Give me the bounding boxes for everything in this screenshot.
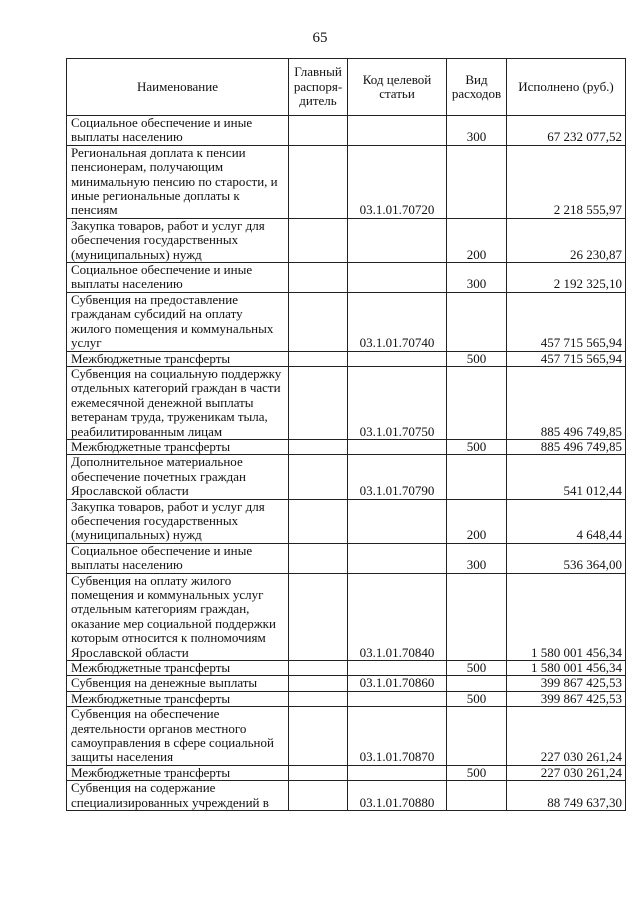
row-amount: 457 715 565,94 <box>507 351 626 366</box>
row-target-code: 03.1.01.70790 <box>348 455 447 499</box>
row-main-manager <box>289 691 348 706</box>
row-expense-type <box>447 145 507 218</box>
row-target-code: 03.1.01.70720 <box>348 145 447 218</box>
table-row <box>67 145 626 218</box>
row-amount: 227 030 261,24 <box>507 765 626 780</box>
row-expense-type <box>447 455 507 499</box>
row-target-code: 03.1.01.70750 <box>348 366 447 439</box>
row-name: Субвенция на социальную поддержку отдельных категорий граждан в части ежемесячной денежной выплаты ветеранам труда, труженикам тыла, реабилитированным лицам <box>67 366 289 439</box>
row-amount: 541 012,44 <box>507 455 626 499</box>
row-expense-type <box>447 573 507 660</box>
row-main-manager <box>289 116 348 146</box>
row-target-code <box>348 499 447 543</box>
row-amount: 399 867 425,53 <box>507 691 626 706</box>
row-main-manager <box>289 218 348 262</box>
table-row <box>67 351 626 366</box>
header-expense-type: Вид расходов <box>447 59 507 116</box>
row-amount: 536 364,00 <box>507 543 626 573</box>
row-name: Закупка товаров, работ и услуг для обеспечения государственных (муниципальных) нужд <box>67 218 289 262</box>
row-expense-type: 500 <box>447 439 507 454</box>
table-row <box>67 707 626 766</box>
row-name: Социальное обеспечение и иные выплаты населению <box>67 116 289 146</box>
row-expense-type: 200 <box>447 218 507 262</box>
row-expense-type: 500 <box>447 661 507 676</box>
table-row <box>67 781 626 811</box>
header-executed: Исполнено (руб.) <box>507 59 626 116</box>
row-name: Субвенция на предоставление гражданам субсидий на оплату жилого помещения и коммунальных услуг <box>67 292 289 351</box>
table-row <box>67 439 626 454</box>
row-main-manager <box>289 351 348 366</box>
row-main-manager <box>289 499 348 543</box>
row-target-code <box>348 543 447 573</box>
row-main-manager <box>289 765 348 780</box>
table-row <box>67 366 626 439</box>
row-target-code <box>348 263 447 293</box>
header-name: Наименование <box>67 59 289 116</box>
row-name: Региональная доплата к пенсии пенсионерам, получающим минимальную пенсию по старости, и иные региональные доплаты к пенсиям <box>67 145 289 218</box>
row-main-manager <box>289 676 348 691</box>
row-amount: 885 496 749,85 <box>507 366 626 439</box>
row-name: Субвенция на оплату жилого помещения и коммунальных услуг отдельным категориям граждан, оказание мер социальной поддержки которым относится к полномочиям Ярославской области <box>67 573 289 660</box>
row-expense-type: 200 <box>447 499 507 543</box>
row-target-code <box>348 661 447 676</box>
row-main-manager <box>289 781 348 811</box>
row-expense-type: 300 <box>447 543 507 573</box>
row-target-code <box>348 439 447 454</box>
row-main-manager <box>289 292 348 351</box>
row-amount: 1 580 001 456,34 <box>507 661 626 676</box>
row-amount: 88 749 637,30 <box>507 781 626 811</box>
row-target-code <box>348 351 447 366</box>
row-name: Межбюджетные трансферты <box>67 691 289 706</box>
row-name: Субвенция на обеспечение деятельности органов местного самоуправления в сфере социальной защиты населения <box>67 707 289 766</box>
table-row <box>67 116 626 146</box>
row-main-manager <box>289 543 348 573</box>
row-main-manager <box>289 145 348 218</box>
row-expense-type: 300 <box>447 263 507 293</box>
row-target-code: 03.1.01.70860 <box>348 676 447 691</box>
row-target-code <box>348 116 447 146</box>
row-amount: 227 030 261,24 <box>507 707 626 766</box>
row-expense-type <box>447 292 507 351</box>
table-row <box>67 676 626 691</box>
table-header-row <box>67 59 626 116</box>
row-target-code: 03.1.01.70840 <box>348 573 447 660</box>
row-amount: 4 648,44 <box>507 499 626 543</box>
row-amount: 26 230,87 <box>507 218 626 262</box>
row-amount: 457 715 565,94 <box>507 292 626 351</box>
row-name: Закупка товаров, работ и услуг для обеспечения государственных (муниципальных) нужд <box>67 499 289 543</box>
row-name: Межбюджетные трансферты <box>67 439 289 454</box>
row-expense-type: 300 <box>447 116 507 146</box>
page-number: 65 <box>312 30 328 46</box>
row-target-code: 03.1.01.70880 <box>348 781 447 811</box>
row-main-manager <box>289 707 348 766</box>
row-main-manager <box>289 366 348 439</box>
row-expense-type <box>447 707 507 766</box>
row-target-code: 03.1.01.70740 <box>348 292 447 351</box>
row-name: Межбюджетные трансферты <box>67 661 289 676</box>
table-row <box>67 292 626 351</box>
row-main-manager <box>289 263 348 293</box>
row-amount: 2 192 325,10 <box>507 263 626 293</box>
row-main-manager <box>289 439 348 454</box>
table-row <box>67 543 626 573</box>
expenditure-table <box>66 58 626 811</box>
table-row <box>67 573 626 660</box>
row-amount: 1 580 001 456,34 <box>507 573 626 660</box>
row-expense-type: 500 <box>447 351 507 366</box>
header-target-code: Код целевой статьи <box>348 59 447 116</box>
table-row <box>67 661 626 676</box>
row-target-code <box>348 691 447 706</box>
row-name: Социальное обеспечение и иные выплаты населению <box>67 263 289 293</box>
row-expense-type <box>447 676 507 691</box>
row-amount: 399 867 425,53 <box>507 676 626 691</box>
row-target-code <box>348 218 447 262</box>
row-expense-type <box>447 781 507 811</box>
row-expense-type <box>447 366 507 439</box>
row-name: Межбюджетные трансферты <box>67 351 289 366</box>
row-expense-type: 500 <box>447 691 507 706</box>
row-name: Социальное обеспечение и иные выплаты населению <box>67 543 289 573</box>
row-name: Дополнительное материальное обеспечение почетных граждан Ярославской области <box>67 455 289 499</box>
row-main-manager <box>289 661 348 676</box>
row-main-manager <box>289 573 348 660</box>
row-target-code: 03.1.01.70870 <box>348 707 447 766</box>
row-amount: 67 232 077,52 <box>507 116 626 146</box>
row-name: Межбюджетные трансферты <box>67 765 289 780</box>
table-row <box>67 263 626 293</box>
table-row <box>67 765 626 780</box>
row-name: Субвенция на содержание специализированных учреждений в <box>67 781 289 811</box>
row-amount: 2 218 555,97 <box>507 145 626 218</box>
row-target-code <box>348 765 447 780</box>
row-amount: 885 496 749,85 <box>507 439 626 454</box>
table-row <box>67 691 626 706</box>
row-name: Субвенция на денежные выплаты <box>67 676 289 691</box>
header-main-manager: Главный распоря-дитель <box>289 59 348 116</box>
table-row <box>67 499 626 543</box>
table-row <box>67 218 626 262</box>
row-expense-type: 500 <box>447 765 507 780</box>
row-main-manager <box>289 455 348 499</box>
table-row <box>67 455 626 499</box>
